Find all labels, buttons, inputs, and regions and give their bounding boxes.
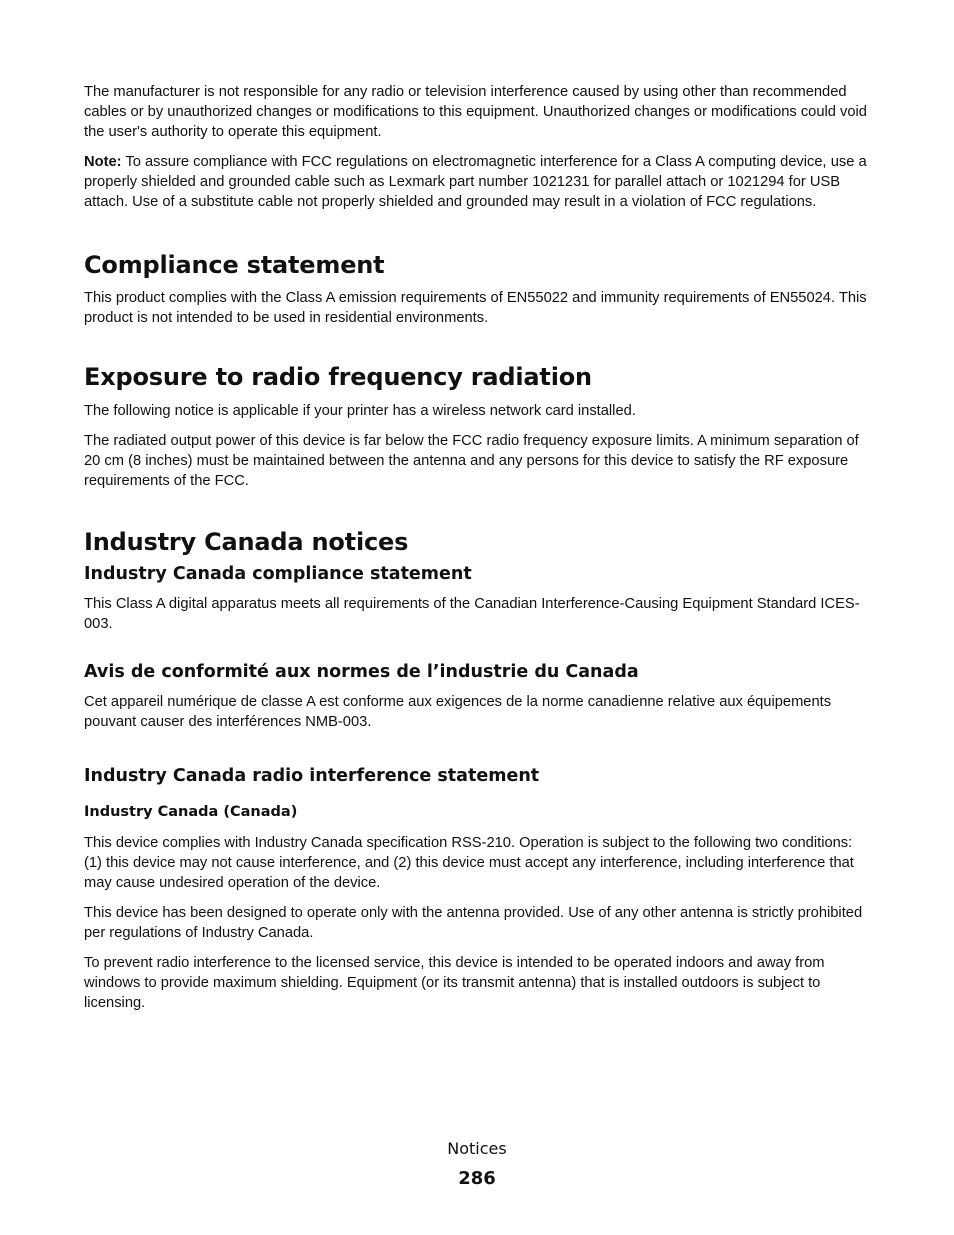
canada-compliance-paragraph: This Class A digital apparatus meets all requirements of the Canadian Interference-Causing Equipment Standard ICES-003.	[84, 596, 860, 632]
note-label: Note:	[84, 154, 122, 170]
ic-paragraph-3: To prevent radio interference to the licensed service, this device is intended to be operated indoors and away from windows to provide maximum shielding. Equipment (or its transmit antenna) that is installed outdoors is subject to licensing.	[84, 955, 825, 1011]
avis-paragraph: Cet appareil numérique de classe A est conforme aux exigences de la norme canadienne relative aux équipements pouvant causer des interférences NMB-003.	[84, 694, 832, 730]
compliance-paragraph: This product complies with the Class A emission requirements of EN55022 and immunity requirements of EN55024. This product is not intended to be used in residential environments.	[84, 290, 867, 326]
footer-section-label: Notices	[447, 1139, 507, 1158]
ic-paragraph-2: This device has been designed to operate only with the antenna provided. Use of any other antenna is strictly prohibited per regulations of Industry Canada.	[84, 905, 863, 941]
note-text: To assure compliance with FCC regulations on electromagnetic interference for a Class A computing device, use a properly shielded and grounded cable such as Lexmark part number 1021231 for parallel attach or 1021294 for USB attach. Use of a substitute cable not properly shielded and grounded may result in a violation of FCC regulations.	[84, 154, 867, 210]
radio-interference-heading: Industry Canada radio interference statement	[84, 766, 540, 786]
exposure-heading: Exposure to radio frequency radiation	[84, 363, 592, 391]
compliance-heading: Compliance statement	[84, 251, 385, 279]
note-paragraph	[84, 152, 872, 212]
document-page	[84, 82, 872, 1023]
ic-paragraph-1: This device complies with Industry Canada specification RSS-210. Operation is subject to the following two conditions: (1) this device may not cause interference, and (2) this device must accept any interference, including interference that may cause undesired operation of the device.	[84, 835, 854, 891]
industry-canada-subheading: Industry Canada (Canada)	[84, 804, 298, 820]
exposure-paragraph-1: The following notice is applicable if your printer has a wireless network card installed.	[84, 403, 636, 419]
page-number: 286	[458, 1168, 496, 1189]
avis-heading: Avis de conformité aux normes de l’industrie du Canada	[84, 662, 639, 682]
canada-compliance-heading: Industry Canada compliance statement	[84, 564, 472, 584]
intro-paragraph: The manufacturer is not responsible for any radio or television interference caused by using other than recommended cables or by unauthorized changes or modifications to this equipment. Unauthorized changes or modifications could void the user's authority to operate this equipment.	[84, 84, 867, 140]
exposure-paragraph-2: The radiated output power of this device is far below the FCC radio frequency exposure limits. A minimum separation of 20 cm (8 inches) must be maintained between the antenna and any persons for this device to satisfy the RF exposure requirements of the FCC.	[84, 433, 859, 489]
canada-heading: Industry Canada notices	[84, 528, 409, 556]
